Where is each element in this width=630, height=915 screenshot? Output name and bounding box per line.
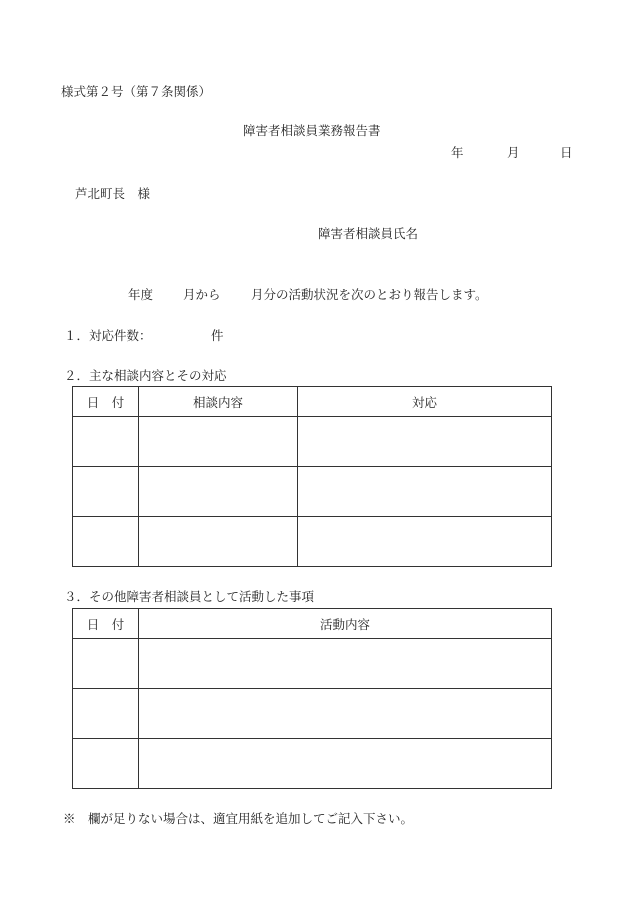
consultation-table xyxy=(72,386,552,567)
date-month-label: 月 xyxy=(507,145,520,160)
section2-heading: ２．主な相談内容とその対応 xyxy=(64,368,227,383)
reporter-name-label: 障害者相談員氏名 xyxy=(318,226,419,241)
consultation-cell[interactable] xyxy=(139,517,298,567)
form-number: 様式第２号（第７条関係） xyxy=(61,84,212,99)
response-cell[interactable] xyxy=(298,517,552,567)
column-header-response: 対応 xyxy=(298,387,552,417)
table-row xyxy=(73,417,552,467)
column-header-date: 日 付 xyxy=(73,387,139,417)
consultation-cell[interactable] xyxy=(139,467,298,517)
table-row xyxy=(73,639,552,689)
column-header-consultation: 相談内容 xyxy=(139,387,298,417)
consultation-cell[interactable] xyxy=(139,417,298,467)
date-cell[interactable] xyxy=(73,467,139,517)
activity-cell[interactable] xyxy=(139,689,552,739)
table-header-row xyxy=(73,609,552,639)
intro-from-month-label: 月から xyxy=(183,287,221,302)
date-cell[interactable] xyxy=(73,739,139,789)
activity-cell[interactable] xyxy=(139,739,552,789)
activity-table xyxy=(72,608,552,789)
date-cell[interactable] xyxy=(73,639,139,689)
section3-heading: ３．その他障害者相談員として活動した事項 xyxy=(64,589,315,604)
date-day-label: 日 xyxy=(560,145,573,160)
addressee: 芦北町長 様 xyxy=(75,186,151,201)
table-row xyxy=(73,689,552,739)
footnote: ※ 欄が足りない場合は、適宜用紙を追加してご記入下さい。 xyxy=(63,811,414,826)
intro-statement: 月分の活動状況を次のとおり報告します。 xyxy=(251,287,488,302)
intro-year-label: 年度 xyxy=(128,287,154,302)
response-cell[interactable] xyxy=(298,417,552,467)
column-header-activity: 活動内容 xyxy=(139,609,552,639)
case-count-unit: 件 xyxy=(211,328,224,343)
column-header-date: 日 付 xyxy=(73,609,139,639)
table-row xyxy=(73,739,552,789)
date-cell[interactable] xyxy=(73,517,139,567)
table-header-row xyxy=(73,387,552,417)
case-count-label: １．対応件数： xyxy=(64,328,152,343)
document-title: 障害者相談員業務報告書 xyxy=(243,123,381,138)
activity-cell[interactable] xyxy=(139,639,552,689)
table-row xyxy=(73,517,552,567)
date-cell[interactable] xyxy=(73,417,139,467)
response-cell[interactable] xyxy=(298,467,552,517)
table-row xyxy=(73,467,552,517)
date-year-label: 年 xyxy=(451,145,464,160)
date-cell[interactable] xyxy=(73,689,139,739)
